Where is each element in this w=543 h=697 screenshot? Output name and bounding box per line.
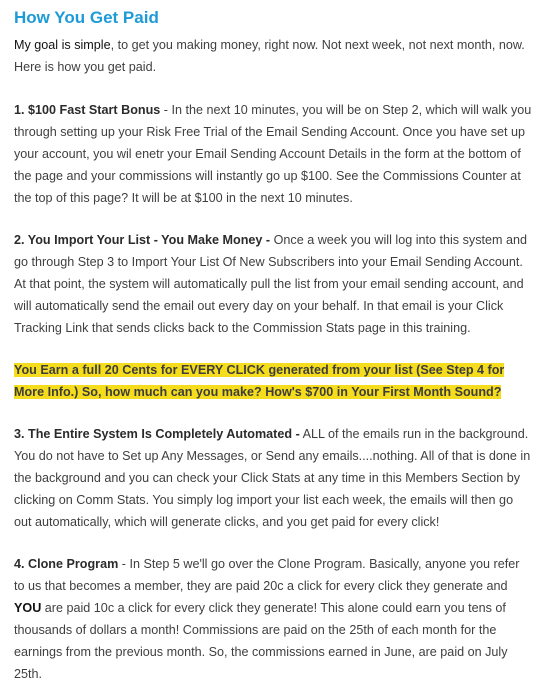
section-4: [14, 553, 533, 685]
highlight-paragraph: [14, 359, 533, 403]
section-3: [14, 423, 533, 533]
section-4-body-1: - In Step 5 we'll go over the Clone Program. Basically, anyone you refer to us that becomes a member, they are paid 20c a click for every click they generate and: [14, 557, 520, 593]
section-1: [14, 99, 533, 209]
section-3-body: ALL of the emails run in the background. You do not have to Set up Any Messages, or Send any emails....nothing. All of that is done in the background and you can check your Click Stats at any time in this Members Section by clicking on Comm Stats. You simply log import your list each week, the emails will then go out automatically, which will generate clicks, and you get paid for every click!: [14, 427, 531, 529]
section-4-you: YOU: [14, 601, 42, 615]
section-2: [14, 229, 533, 339]
section-4-heading: 4. Clone Program: [14, 557, 119, 571]
section-1-body: - In the next 10 minutes, you will be on Step 2, which will walk you through setting up your Risk Free Trial of the Email Sending Account. Once you have set up your account, you wil enetr your Email Sending Account Details in the form at the bottom of the page and your commissions will instantly go up $100. See the Commissions Counter at the top of this page? It will be at $100 in the next 10 minutes.: [14, 103, 532, 205]
intro-paragraph: [14, 34, 533, 78]
section-1-heading: 1. $100 Fast Start Bonus: [14, 103, 161, 117]
intro-lead: My goal is simple: [14, 38, 111, 52]
section-2-heading: 2. You Import Your List - You Make Money -: [14, 233, 271, 247]
section-3-heading: 3. The Entire System Is Completely Automated -: [14, 427, 300, 441]
section-2-body: Once a week you will log into this system and go through Step 3 to Import Your List Of New Subscribers into your Email Sending Account. At that point, the system will automatically pull the list from your email sending account, and will automatically send the email out every day on your behalf. In that email is your Click Tracking Link that sends clicks back to the Commission Stats page in this training.: [14, 233, 528, 335]
page-title: How You Get Paid: [14, 8, 159, 27]
intro-rest: , to get you making money, right now. Not next week, not next month, now. Here is how you get paid.: [14, 38, 525, 74]
section-4-body-2: are paid 10c a click for every click they generate! This alone could earn you tens of thousands of dollars a month! Commissions are paid on the 25th of each month for the earnings from the previous month. So, the commissions earned in June, are paid on July 25th.: [14, 601, 508, 681]
highlight-text: You Earn a full 20 Cents for EVERY CLICK generated from your list (See Step 4 for More Info.) So, how much can you make? How's $700 in Your First Month Sound?: [14, 363, 505, 399]
